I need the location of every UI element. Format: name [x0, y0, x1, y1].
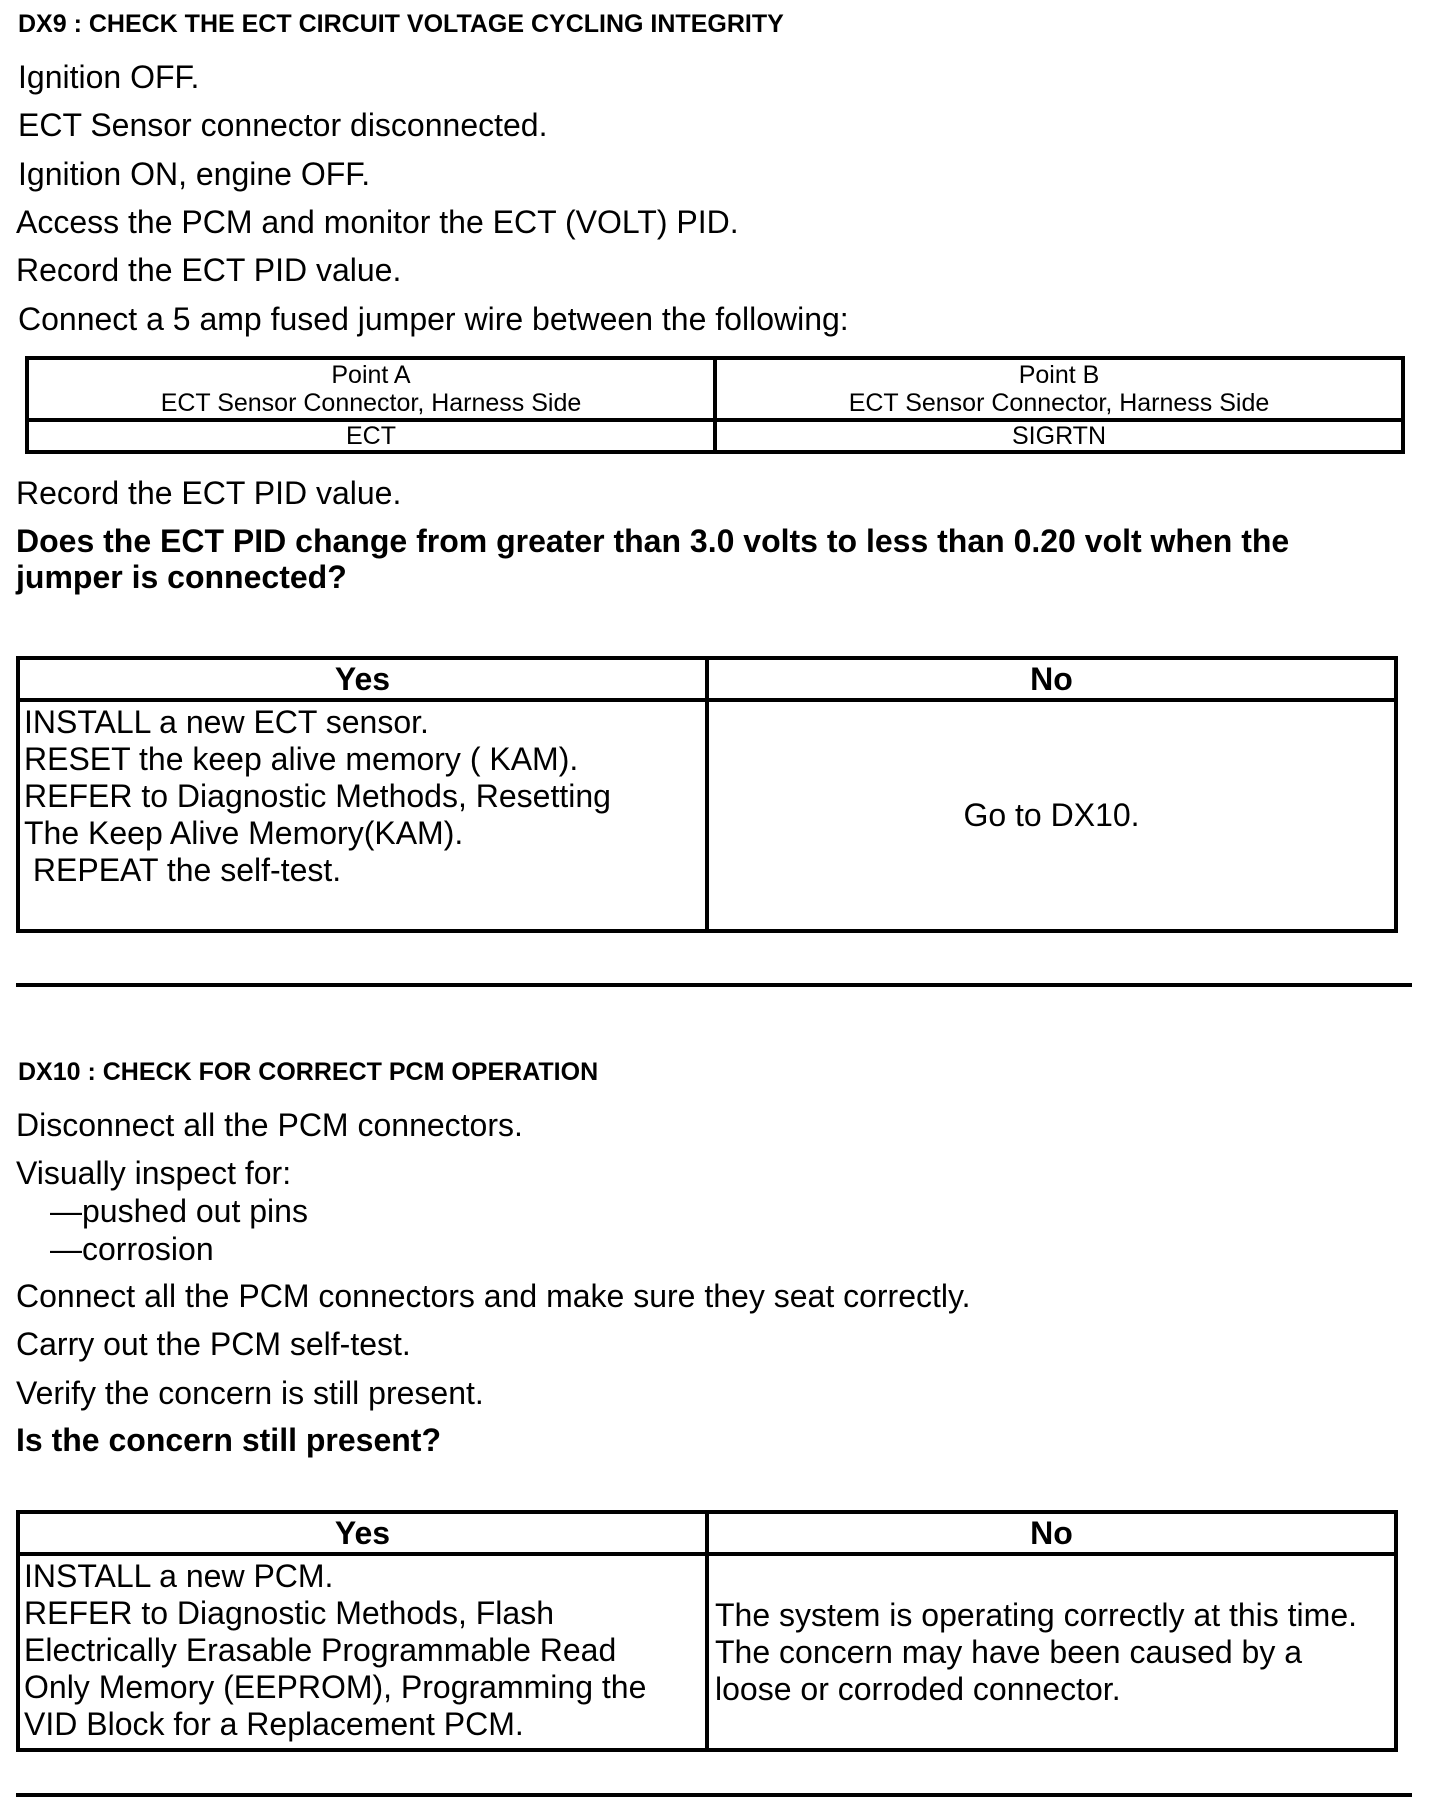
dx10-yes-line: INSTALL a new PCM.	[24, 1558, 334, 1594]
dx10-bullet-corrosion: —corrosion	[50, 1231, 214, 1267]
dx10-step-3: Connect all the PCM connectors and make sure they seat correctly.	[16, 1278, 971, 1314]
section-divider	[16, 983, 1412, 987]
dx9-yes-line: RESET the keep alive memory ( KAM).	[24, 741, 579, 777]
dx10-step-1: Disconnect all the PCM connectors.	[16, 1107, 523, 1143]
dx9-step-1: Ignition OFF.	[18, 59, 200, 95]
dx10-yes-cell	[18, 1554, 707, 1750]
dx9-no-header: No	[707, 658, 1396, 700]
dx9-question-line-2: jumper is connected?	[16, 559, 347, 595]
dx9-yes-line: REFER to Diagnostic Methods, Resetting	[24, 778, 611, 814]
point-b-label: Point B	[1018, 361, 1100, 389]
dx9-heading: DX9 : CHECK THE ECT CIRCUIT VOLTAGE CYCLING INTEGRITY	[18, 10, 784, 38]
point-a-sub: ECT Sensor Connector, Harness Side	[160, 389, 582, 417]
dx9-no-cell: Go to DX10.	[707, 700, 1396, 931]
dx10-no-line: loose or corroded connector.	[715, 1670, 1121, 1707]
dx10-bullet-pins: —pushed out pins	[50, 1193, 308, 1229]
dx10-yes-line: Electrically Erasable Programmable Read	[24, 1632, 617, 1668]
point-b-header	[715, 358, 1403, 420]
dx9-yes-line: The Keep Alive Memory(KAM).	[24, 815, 464, 851]
dx10-step-4: Carry out the PCM self-test.	[16, 1326, 411, 1362]
point-b-sub: ECT Sensor Connector, Harness Side	[848, 389, 1270, 417]
dx10-question: Is the concern still present?	[16, 1422, 441, 1458]
dx9-record-step: Record the ECT PID value.	[16, 475, 402, 511]
point-a-label: Point A	[331, 361, 411, 389]
dx9-step-5: Record the ECT PID value.	[16, 252, 402, 288]
dx9-step-6: Connect a 5 amp fused jumper wire between the following:	[18, 301, 849, 337]
point-b-value: SIGRTN	[715, 420, 1403, 452]
dx10-yes-line: Only Memory (EEPROM), Programming the	[24, 1669, 647, 1705]
dx9-yes-line: REPEAT the self-test.	[24, 852, 342, 888]
dx9-yes-no-table	[16, 656, 1398, 933]
dx9-question-line-1: Does the ECT PID change from greater than 3.0 volts to less than 0.20 volt when the	[16, 523, 1290, 559]
dx10-yes-line: VID Block for a Replacement PCM.	[24, 1706, 524, 1742]
dx10-no-header: No	[707, 1512, 1396, 1554]
dx10-no-line: The concern may have been caused by a	[715, 1633, 1303, 1670]
bottom-divider	[16, 1793, 1412, 1797]
dx10-step-2: Visually inspect for:	[16, 1155, 292, 1191]
dx9-step-2: ECT Sensor connector disconnected.	[18, 107, 548, 143]
dx10-no-cell	[707, 1554, 1396, 1750]
point-a-value: ECT	[27, 420, 715, 452]
dx9-yes-cell	[18, 700, 707, 931]
dx10-yes-header: Yes	[18, 1512, 707, 1554]
dx9-yes-line: INSTALL a new ECT sensor.	[24, 704, 429, 740]
dx10-step-5: Verify the concern is still present.	[16, 1375, 484, 1411]
dx10-heading: DX10 : CHECK FOR CORRECT PCM OPERATION	[18, 1058, 599, 1086]
dx9-yes-header: Yes	[18, 658, 707, 700]
dx10-yes-no-table	[16, 1510, 1398, 1752]
point-a-header	[27, 358, 715, 420]
dx10-yes-line: REFER to Diagnostic Methods, Flash	[24, 1595, 554, 1631]
dx9-step-4: Access the PCM and monitor the ECT (VOLT) PID.	[16, 204, 739, 240]
dx9-question	[16, 523, 1289, 595]
jumper-connection-table	[25, 356, 1405, 454]
dx9-step-3: Ignition ON, engine OFF.	[18, 156, 371, 192]
dx10-no-line: The system is operating correctly at this time.	[715, 1596, 1357, 1633]
